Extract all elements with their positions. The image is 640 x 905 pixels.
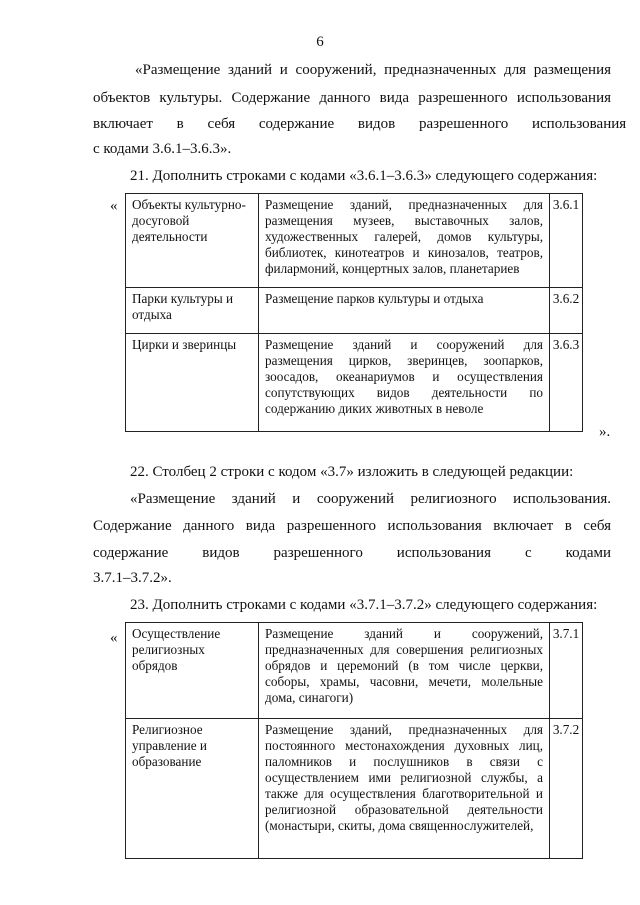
para-22-line-2: Содержание данного вида разрешенного использования включает в себя	[93, 518, 611, 534]
para-22-line-1: «Размещение зданий и сооружений религиозного использования.	[130, 491, 611, 507]
para-20-line-3: включает в себя содержание видов разрешенного использования	[93, 116, 627, 132]
table-land-use-culture	[125, 193, 583, 432]
row-description: Размещение зданий, предназначенных для размещения музеев, выставочных залов, художественных галерей, домов культуры, библиотек, кинотеатров и кинозалов, театров, филармоний, концертных залов, планетариев	[259, 194, 550, 288]
table1-close-quote: ».	[599, 424, 611, 440]
row-name: Цирки и зверинцы	[126, 334, 259, 432]
item-23-heading: 23. Дополнить строками с кодами «3.7.1–3.7.2» следующего содержания:	[130, 597, 598, 613]
row-code: 3.6.3	[550, 334, 583, 432]
row-name: Осуществление религиозных обрядов	[126, 623, 259, 719]
para-22-line-4: 3.7.1–3.7.2».	[93, 570, 172, 586]
page-number: 6	[316, 34, 324, 50]
table-row	[126, 719, 583, 859]
row-name: Парки культуры и отдыха	[126, 288, 259, 334]
row-code: 3.7.1	[550, 623, 583, 719]
item-22-heading: 22. Столбец 2 строки с кодом «3.7» изложить в следующей редакции:	[130, 464, 574, 480]
row-name: Объекты культурно-досуговой деятельности	[126, 194, 259, 288]
row-description: Размещение зданий и сооружений для размещения цирков, зверинцев, зоопарков, зоосадов, океанариумов и осуществления сопутствующих видов деятельности по содержанию диких животных в неволе	[259, 334, 550, 432]
para-22-line-3: содержание видов разрешенного использования с кодами	[93, 545, 611, 561]
row-code: 3.6.2	[550, 288, 583, 334]
para-20-line-4: с кодами 3.6.1–3.6.3».	[93, 141, 232, 157]
item-21-heading: 21. Дополнить строками с кодами «3.6.1–3.6.3» следующего содержания:	[130, 168, 598, 184]
table-row	[126, 334, 583, 432]
table-row	[126, 288, 583, 334]
para-20-line-2: объектов культуры. Содержание данного вида разрешенного использования	[93, 90, 611, 106]
row-description: Размещение зданий и сооружений, предназначенных для совершения религиозных обрядов и церемоний (в том числе церкви, соборы, храмы, часовни, мечети, молельные дома, синагоги)	[259, 623, 550, 719]
table-row	[126, 194, 583, 288]
row-description: Размещение парков культуры и отдыха	[259, 288, 550, 334]
para-20-line-1: «Размещение зданий и сооружений, предназначенных для размещения	[135, 62, 611, 78]
row-name: Религиозное управление и образование	[126, 719, 259, 859]
row-code: 3.6.1	[550, 194, 583, 288]
table2-open-quote: «	[110, 630, 118, 646]
row-description: Размещение зданий, предназначенных для постоянного местонахождения духовных лиц, паломников и послушников в связи с осуществлением ими религиозной службы, а также для осуществления благотворительной и религиозной образовательной деятельности (монастыри, скиты, дома священнослужителей,	[259, 719, 550, 859]
table-row	[126, 623, 583, 719]
table1-open-quote: «	[110, 198, 118, 214]
table-land-use-religion	[125, 622, 583, 859]
row-code: 3.7.2	[550, 719, 583, 859]
